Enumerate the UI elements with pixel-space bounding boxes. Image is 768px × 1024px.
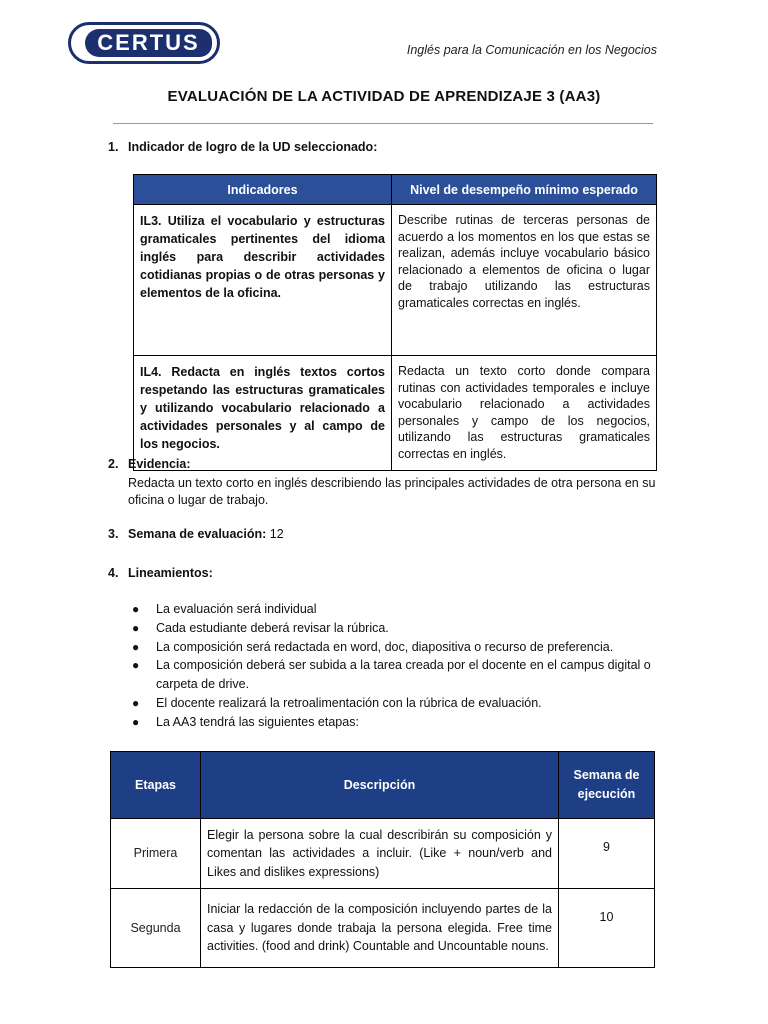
week-cell: 9 xyxy=(559,819,655,889)
bullet-icon: ● xyxy=(132,620,140,635)
indicator-cell: IL3. Utiliza el vocabulario y estructuras gramaticales pertinentes del idioma inglés para describir actividades cotidianas propias o de otras personas y elementos de la oficina. xyxy=(134,205,392,356)
table-header-row xyxy=(111,752,655,819)
evidence-text: Redacta un texto corto en inglés describiendo las principales actividades de otra persona en su oficina o lugar de trabajo. xyxy=(128,476,656,507)
list-item: ● Cada estudiante deberá revisar la rúbrica. xyxy=(132,619,672,638)
table-row xyxy=(111,819,655,889)
header-nivel: Nivel de desempeño mínimo esperado xyxy=(392,175,657,205)
section-1-heading: 1. Indicador de logro de la UD seleccionado: xyxy=(108,140,378,154)
level-cell: Redacta un texto corto donde compara rutinas con actividades temporales e incluye vocabulario relacionado a actividades personales y campo de los negocios, utilizando las estructuras gramaticales correctas en inglés. xyxy=(392,356,657,471)
bullet-icon: ● xyxy=(132,695,140,710)
bullet-icon: ● xyxy=(132,658,140,673)
bullet-icon: ● xyxy=(132,602,140,616)
title-divider xyxy=(113,123,653,124)
stage-cell: Primera xyxy=(111,819,201,889)
bullet-icon: ● xyxy=(132,714,140,729)
guidelines-list xyxy=(132,600,672,732)
section-3-heading: 3. Semana de evaluación: 12 xyxy=(108,527,284,541)
list-item: ● La composición será redactada en word, doc, diapositiva o recurso de preferencia. xyxy=(132,638,672,657)
table-row xyxy=(134,356,657,471)
list-item: ● La composición deberá ser subida a la tarea creada por el docente en el campus digital o carpeta de drive. xyxy=(132,658,651,692)
week-cell: 10 xyxy=(559,889,655,968)
header-etapas: Etapas xyxy=(111,752,201,819)
table-row xyxy=(134,205,657,356)
table-header-row xyxy=(134,175,657,205)
bullet-icon: ● xyxy=(132,639,140,654)
section-2-heading: 2. Evidencia: xyxy=(108,457,191,471)
level-cell: Describe rutinas de terceras personas de acuerdo a los momentos en los que estas se realizan, además incluye vocabulario básico relacionado a elementos de oficina o lugar de trabajo utilizando las estructuras gramaticales correctas en inglés. xyxy=(392,205,657,356)
certus-logo xyxy=(68,22,220,64)
evaluation-week-value: 12 xyxy=(269,527,284,541)
table-row xyxy=(111,889,655,968)
page-title: EVALUACIÓN DE LA ACTIVIDAD DE APRENDIZAJE 3 (AA3) xyxy=(167,88,601,105)
stage-cell: Segunda xyxy=(111,889,201,968)
stages-table xyxy=(110,751,655,968)
description-cell: Iniciar la redacción de la composición incluyendo partes de la casa y lugares donde trabaja la persona elegida. Free time activities. (food and drink) Countable and Uncountable nouns. xyxy=(201,889,559,968)
description-cell: Elegir la persona sobre la cual describirán su composición y comentan las actividades a incluir. (Like + noun/verb and Likes and dislikes expressions) xyxy=(201,819,559,889)
course-title: Inglés para la Comunicación en los Negocios xyxy=(406,43,657,57)
header-indicadores: Indicadores xyxy=(134,175,392,205)
list-item: ● El docente realizará la retroalimentación con la rúbrica de evaluación. xyxy=(132,694,672,713)
list-item: ● La AA3 tendrá las siguientes etapas: xyxy=(132,713,672,732)
section-4-heading: 4. Lineamientos: xyxy=(108,566,213,580)
logo-text: CERTUS xyxy=(85,29,212,57)
indicators-table xyxy=(133,174,657,471)
indicator-cell: IL4. Redacta en inglés textos cortos respetando las estructuras gramaticales y utilizando vocabulario relacionado a actividades personales y al campo de los negocios. xyxy=(134,356,392,471)
header-descripcion: Descripción xyxy=(201,752,559,819)
header-semana: Semana de ejecución xyxy=(559,752,655,819)
list-item: ● La evaluación será individual xyxy=(132,600,672,619)
